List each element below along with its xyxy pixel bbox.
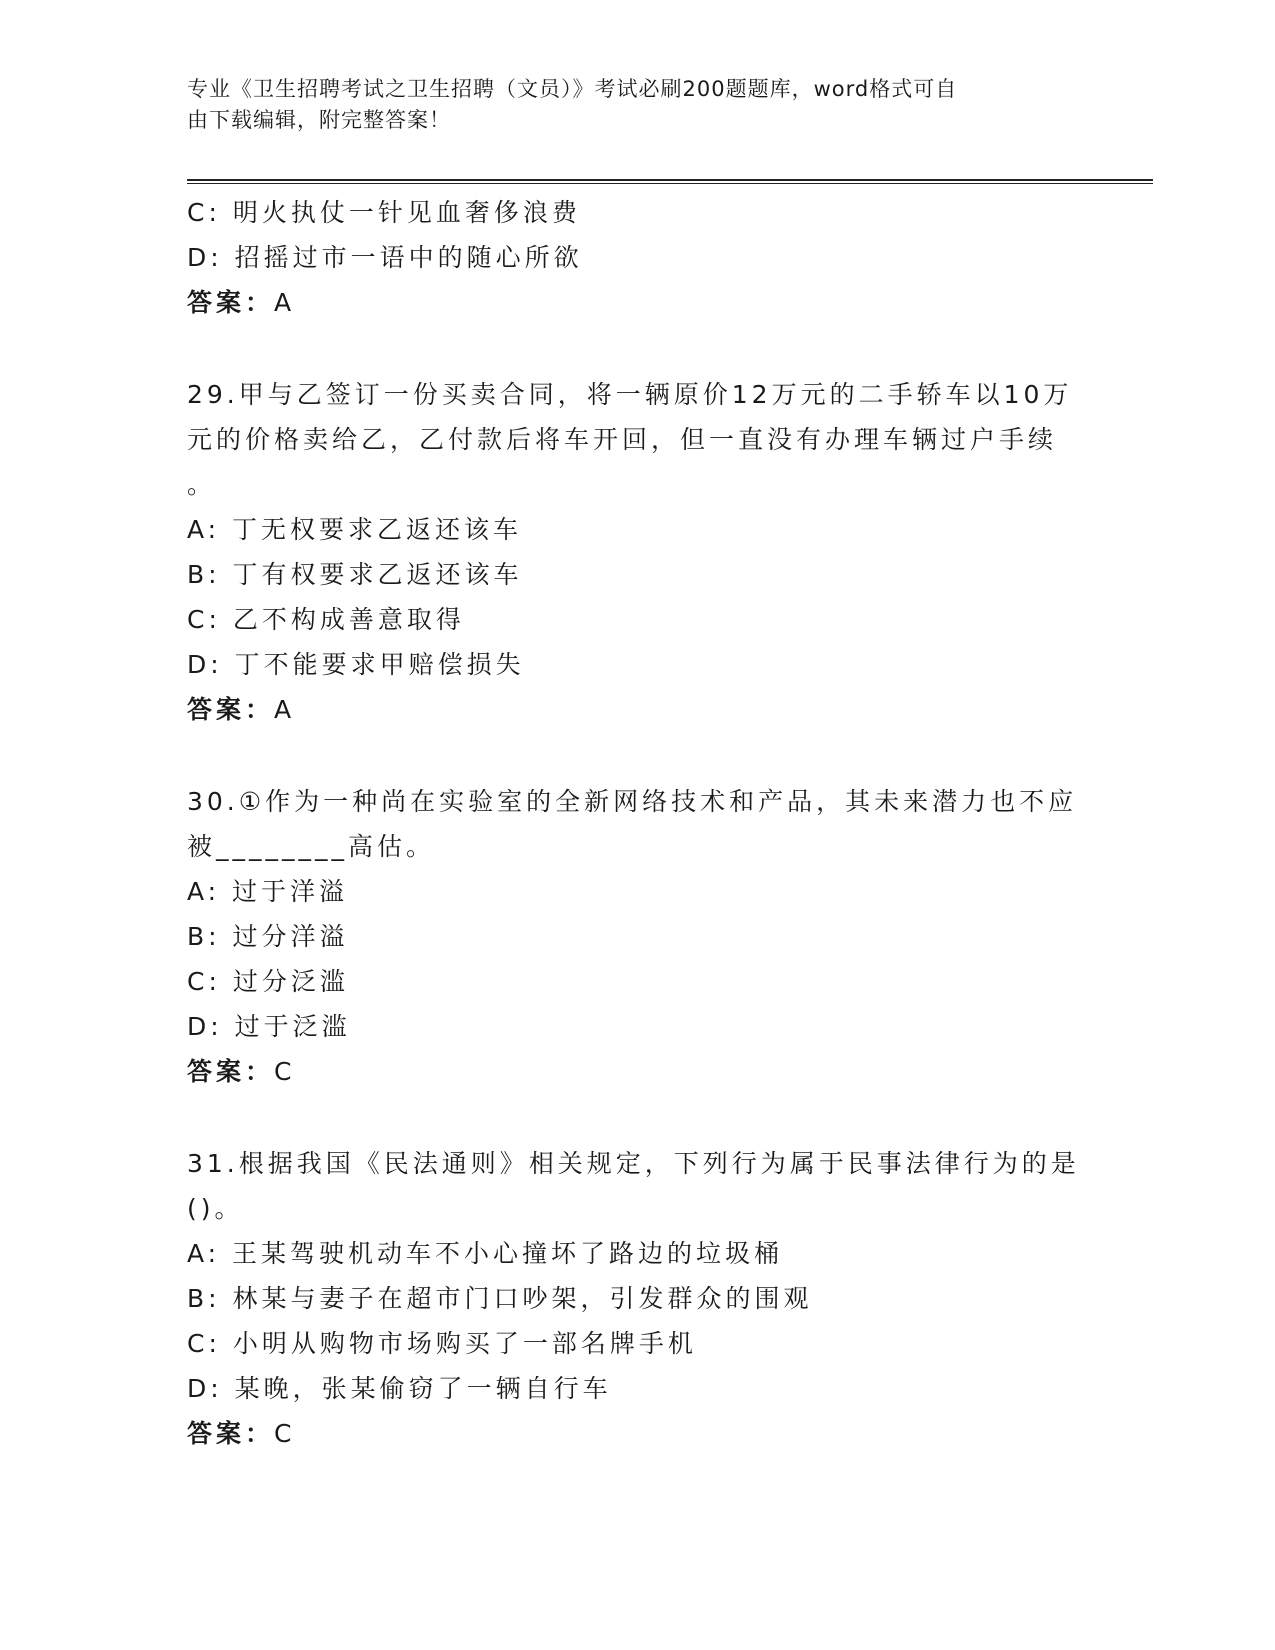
header-line-1: 专业《卫生招聘考试之卫生招聘（文员）》考试必刷200题题库，word格式可自: [187, 77, 958, 101]
question-stem-line: 29.甲与乙签订一份买卖合同，将一辆原价12万元的二手轿车以10万: [187, 380, 1073, 409]
answer-label: 答案：: [187, 695, 275, 724]
partial-question: [187, 190, 1087, 326]
option-b: B: 过分洋溢: [187, 922, 349, 951]
question-29: [187, 372, 1087, 733]
answer-line: [187, 687, 1087, 733]
question-content: [187, 190, 1087, 1457]
answer-label: 答案：: [187, 1419, 275, 1448]
answer-value: A: [274, 288, 294, 317]
question-30: [187, 779, 1087, 1095]
answer-line: [187, 1049, 1087, 1095]
answer-label: 答案：: [187, 1057, 275, 1086]
option-d: D: 丁不能要求甲赔偿损失: [187, 650, 525, 679]
question-31: [187, 1141, 1087, 1457]
option-b: B: 丁有权要求乙返还该车: [187, 560, 523, 589]
answer-line: [187, 1411, 1087, 1457]
header-rule-thick: [187, 179, 1153, 181]
option-c: C: 明火执仗一针见血奢侈浪费: [187, 198, 581, 227]
header-line-2: 由下载编辑，附完整答案！: [187, 108, 451, 132]
option-a: A: 王某驾驶机动车不小心撞坏了路边的垃圾桶: [187, 1239, 784, 1268]
answer-line: [187, 280, 1087, 326]
question-stem-line: 30.①作为一种尚在实验室的全新网络技术和产品，其未来潜力也不应: [187, 787, 1078, 816]
answer-label: 答案：: [187, 288, 275, 317]
spacer: [187, 326, 1087, 372]
question-stem-line: 31.根据我国《民法通则》相关规定，下列行为属于民事法律行为的是: [187, 1149, 1080, 1178]
answer-value: A: [274, 695, 294, 724]
header-rule-thin: [187, 183, 1153, 184]
option-c: C: 小明从购物市场购买了一部名牌手机: [187, 1329, 697, 1358]
answer-value: C: [274, 1057, 294, 1086]
question-stem-line: 。: [187, 470, 217, 499]
answer-value: C: [274, 1419, 294, 1448]
option-d: D: 某晚，张某偷窃了一辆自行车: [187, 1374, 612, 1403]
question-stem-line: 被________高估。: [187, 832, 436, 861]
option-c: C: 过分泛滥: [187, 967, 349, 996]
option-c: C: 乙不构成善意取得: [187, 605, 465, 634]
question-stem-line: 元的价格卖给乙，乙付款后将车开回，但一直没有办理车辆过户手续: [187, 425, 1058, 454]
option-a: A: 丁无权要求乙返还该车: [187, 515, 523, 544]
spacer: [187, 1095, 1087, 1141]
question-stem-line: ()。: [187, 1194, 244, 1223]
option-d: D: 过于泛滥: [187, 1012, 351, 1041]
document-header: [187, 74, 1067, 136]
spacer: [187, 733, 1087, 779]
option-b: B: 林某与妻子在超市门口吵架，引发群众的围观: [187, 1284, 813, 1313]
option-a: A: 过于洋溢: [187, 877, 349, 906]
option-d: D: 招摇过市一语中的随心所欲: [187, 243, 583, 272]
